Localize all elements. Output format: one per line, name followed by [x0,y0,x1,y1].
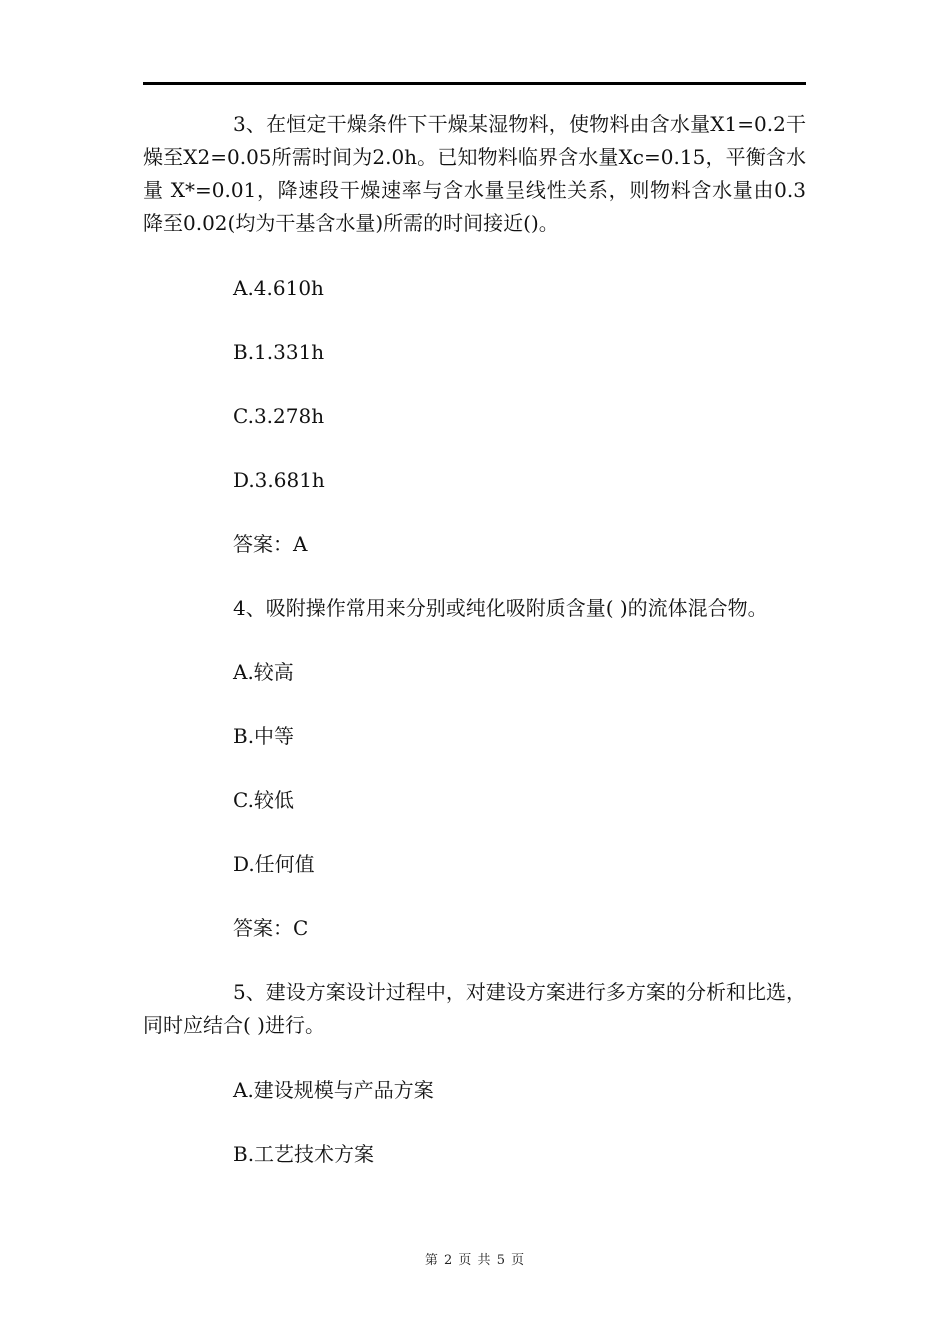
question-3-answer: 答案：A [233,532,308,556]
question-5-option-a: A.建设规模与产品方案 [233,1078,434,1102]
question-4-stem: 4、吸附操作常用来分别或纯化吸附质含量( )的流体混合物。 [233,596,768,620]
page-content [143,108,806,1171]
question-3-option-a: A.4.610h [233,276,324,300]
question-3-option-d: D.3.681h [233,468,325,492]
question-4-option-a: A.较高 [233,660,294,684]
question-5-stem: 5、建设方案设计过程中，对建设方案进行多方案的分析和比选，同时应结合( )进行。 [143,980,806,1037]
question-3-stem: 3、在恒定干燥条件下干燥某湿物料，使物料由含水量X1=0.2干燥至X2=0.05所需时间为2.0h。已知物料临界含水量Xc=0.15，平衡含水量 X*=0.01，降速段干燥速率与含水量呈线性关系，则物料含水量由0.3降至0.02(均为干基含水量)所需的时间接近()。 [143,112,806,235]
question-4-option-d: D.任何值 [233,852,315,876]
header-rule [143,82,806,85]
question-4-answer: 答案：C [233,916,309,940]
question-4-option-b: B.中等 [233,724,295,748]
question-5-option-b: B.工艺技术方案 [233,1142,375,1166]
question-3-option-b: B.1.331h [233,340,325,364]
question-3-option-c: C.3.278h [233,404,325,428]
question-4-option-c: C.较低 [233,788,294,812]
page-number: 第 2 页 共 5 页 [424,1253,526,1268]
